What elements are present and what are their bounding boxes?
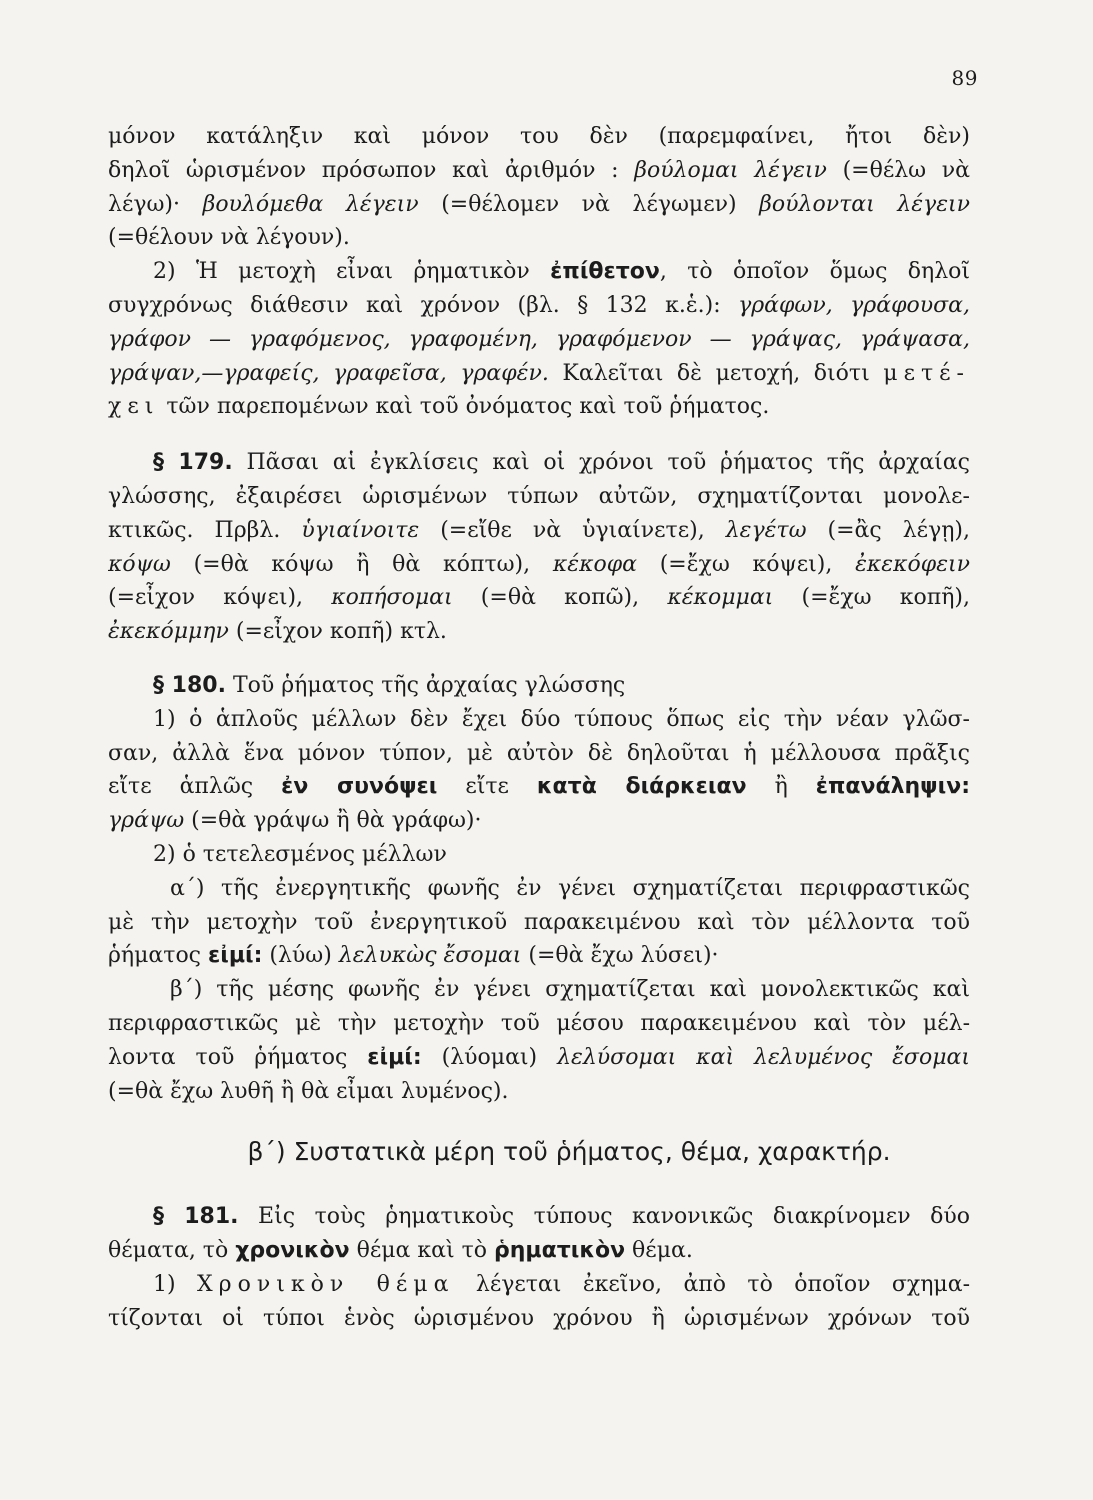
page-number: 89: [951, 66, 978, 90]
text-line: εἴτε ἁπλῶς ἐν συνόψει εἴτε κατὰ διάρκειαν ἢ ἐπανάληψιν:: [108, 774, 970, 800]
bold-term: ἐπίθετον: [550, 259, 660, 285]
text-line: τίζονται οἱ τύποι ἑνὸς ὡρισμένου χρόνου ἢ ὡρισμένων χρόνων τοῦ: [108, 1305, 970, 1331]
bold-term: κατὰ διάρκειαν: [536, 774, 747, 800]
text-line: μὲ τὴν μετοχὴν τοῦ ἐνεργητικοῦ παρακειμένου καὶ τὸν μέλλοντα τοῦ: [108, 909, 970, 935]
bold-term: ἐν συνόψει: [281, 774, 438, 800]
text-line: (=θέλουν νὰ λέγουν).: [108, 225, 350, 251]
text-line: δηλοῖ ὡρισμένον πρόσωπον καὶ ἀριθμόν : βούλομαι λέγειν (=θέλω νὰ: [108, 157, 970, 183]
text-line: περιφραστικῶς μὲ τὴν μετοχὴν τοῦ μέσου παρακειμένου καὶ τὸν μέλ-: [108, 1010, 970, 1036]
chapter-heading: β΄) Συστατικὰ μέρη τοῦ ῥήματος, θέμα, χαρακτήρ.: [247, 1137, 891, 1167]
text-line: (=θὰ ἔχω λυθῆ ἢ θὰ εἶμαι λυμένος).: [108, 1078, 509, 1104]
bold-term: ἐπανάληψιν:: [815, 774, 970, 800]
text-line: γράψαν,—γραφείς, γραφεῖσα, γραφέν. Καλεῖται δὲ μετοχή, διότι μετέ-: [108, 360, 970, 386]
bold-term: εἰμί:: [208, 943, 263, 969]
text-line: α΄) τῆς ἐνεργητικῆς φωνῆς ἐν γένει σχηματίζεται περιφραστικῶς: [170, 875, 970, 901]
text-line: λοντα τοῦ ῥήματος εἰμί: (λύομαι) λελύσομαι καὶ λελυμένος ἔσομαι: [108, 1044, 970, 1070]
text-line: χει τῶν παρεπομένων καὶ τοῦ ὀνόματος καὶ τοῦ ῥήματος.: [108, 394, 770, 420]
text-line: θέματα, τὸ χρονικὸν θέμα καὶ τὸ ῥηματικὸν θέμα.: [108, 1238, 693, 1264]
text-line: 2) ὁ τετελεσμένος μέλλων: [153, 841, 447, 867]
section-number: § 179.: [153, 450, 233, 476]
text-line: γλώσσης, ἐξαιρέσει ὡρισμένων τύπων αὐτῶν, σχηματίζονται μονολε-: [108, 483, 970, 509]
text-line: ἐκεκόμμην (=εἶχον κοπῆ) κτλ.: [108, 619, 447, 645]
section-number: § 180.: [153, 672, 226, 698]
book-page: [108, 0, 978, 1500]
bold-term: εἰμί:: [367, 1044, 422, 1070]
text-line: μόνον κατάληξιν καὶ μόνον του δὲν (παρεμφαίνει, ἤτοι δὲν): [108, 124, 970, 149]
text-line: συγχρόνως διάθεσιν καὶ χρόνον (βλ. § 132 κ.ἑ.): γράφων, γράφουσα,: [108, 292, 970, 318]
text-line: γράψω (=θὰ γράψω ἢ θὰ γράφω)·: [108, 808, 482, 834]
bold-term: ῥηματικὸν: [494, 1238, 626, 1264]
page-body: [108, 120, 970, 1336]
text-line: κόψω (=θὰ κόψω ἢ θὰ κόπτω), κέκοφα (=ἔχω κόψει), ἐκεκόφειν: [108, 551, 970, 577]
text-line: σαν, ἀλλὰ ἕνα μόνον τύπον, μὲ αὐτὸν δὲ δηλοῦται ἡ μέλλουσα πρᾶξις: [108, 740, 970, 766]
bold-term: χρονικὸν: [235, 1238, 350, 1264]
text-line: 1) Χρονικὸν θέμα λέγεται ἐκεῖνο, ἀπὸ τὸ ὁποῖον σχημα-: [153, 1271, 970, 1297]
text-line: γράφον — γραφόμενος, γραφομένη, γραφόμενον — γράψας, γράψασα,: [108, 326, 970, 352]
text-line: λέγω)· βουλόμεθα λέγειν (=θέλομεν νὰ λέγωμεν) βούλονται λέγειν: [108, 191, 970, 217]
text-line: (=εἶχον κόψει), κοπήσομαι (=θὰ κοπῶ), κέκομμαι (=ἔχω κοπῆ),: [108, 585, 970, 611]
text-line: 1) ὁ ἁπλοῦς μέλλων δὲν ἔχει δύο τύπους ὅπως εἰς τὴν νέαν γλῶσ-: [153, 706, 970, 732]
text-line: κτικῶς. Πρβλ. ὑγιαίνοιτε (=εἴθε νὰ ὑγιαίνετε), λεγέτω (=ἂς λέγῃ),: [108, 517, 970, 543]
section-181: § 181. Εἰς τοὺς ῥηματικοὺς τύπους κανονικῶς διακρίνομεν δύο: [153, 1204, 970, 1230]
text-line: ῥήματος εἰμί: (λύω) λελυκὼς ἔσομαι (=θὰ ἔχω λύσει)·: [108, 943, 719, 969]
section-180: § 180. Τοῦ ῥήματος τῆς ἀρχαίας γλώσσης: [153, 672, 626, 698]
section-number: § 181.: [153, 1204, 239, 1230]
section-179: § 179. Πᾶσαι αἱ ἐγκλίσεις καὶ οἱ χρόνοι τοῦ ῥήματος τῆς ἀρχαίας: [153, 450, 970, 476]
text-line: 2) Ἡ μετοχὴ εἶναι ῥηματικὸν ἐπίθετον, τὸ ὁποῖον ὅμως δηλοῖ: [153, 259, 970, 285]
text-line: β΄) τῆς μέσης φωνῆς ἐν γένει σχηματίζεται καὶ μονολεκτικῶς καὶ: [170, 977, 970, 1003]
